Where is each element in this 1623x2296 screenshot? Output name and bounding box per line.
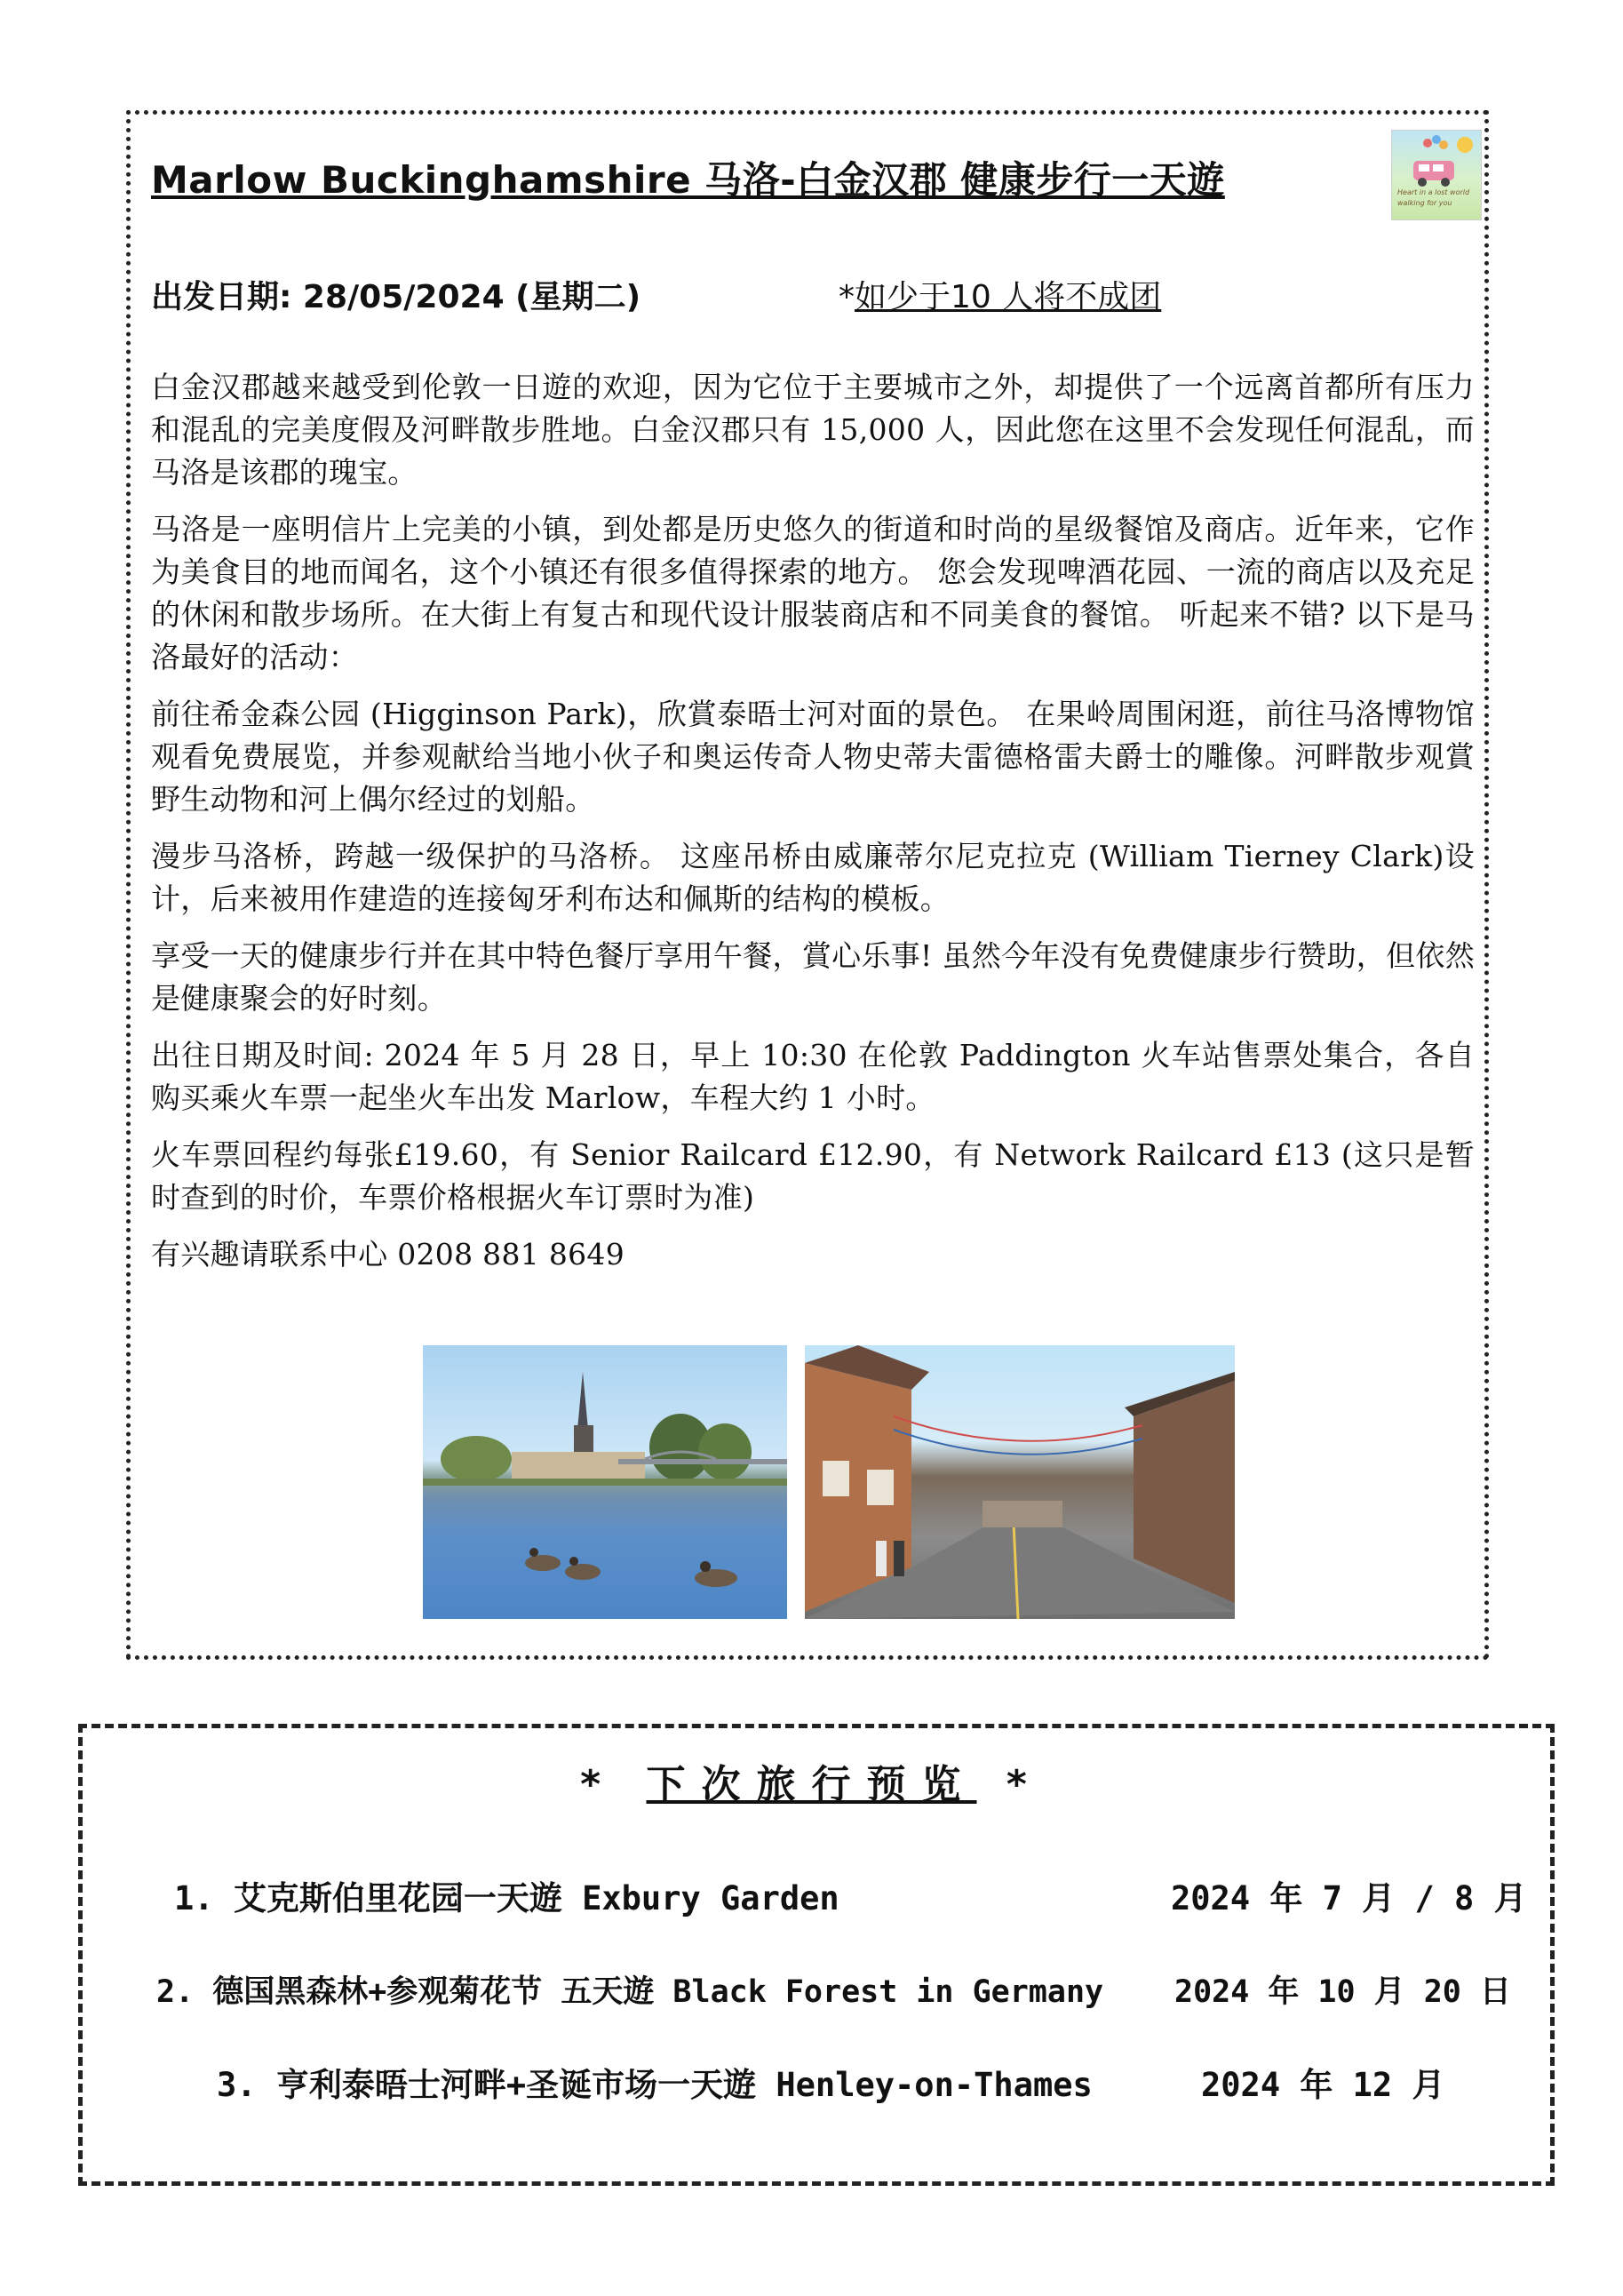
preview-star-right: * (1006, 1762, 1043, 1807)
preview-star-left: * (580, 1762, 617, 1807)
page-title: Marlow Buckinghamshire 马洛-白金汉郡 健康步行一天遊 (151, 158, 1225, 202)
paragraph-intro: 白金汉郡越来越受到伦敦一日遊的欢迎，因为它位于主要城市之外，却提供了一个远离首都所有压力和混乱的完美度假及河畔散步胜地。白金汉郡只有 15,000 人，因此您在这里不会发现任何混乱，而马洛是该郡的瑰宝。 (151, 370, 1475, 490)
trip-1-name: 1. 艾克斯伯里花园一天遊 Exbury Garden (174, 1879, 839, 1917)
walking-logo (1391, 130, 1482, 220)
notice-text: 如少于10 人将不成团 (855, 279, 1162, 315)
marlow-high-street-photo (805, 1345, 1235, 1619)
trip-3-date: 2024 年 12 月 (1201, 2066, 1445, 2104)
trip-3-name: 3. 亨利泰晤士河畔+圣诞市场一天遊 Henley-on-Thames (217, 2066, 1093, 2104)
sun-icon (1392, 131, 1482, 193)
paragraph-meeting: 出往日期及时间: 2024 年 5 月 28 日，早上 10:30 在伦敦 Paddington 火车站售票处集合，各自购买乘火车票一起坐火车出发 Marlow，车程大约 1 小时。 (151, 1038, 1475, 1115)
paragraph-contact: 有兴趣请联系中心 0208 881 8649 (151, 1237, 625, 1272)
preview-heading (0, 1752, 1623, 1809)
paragraph-park: 前往希金森公园 (Higginson Park)，欣賞泰晤士河对面的景色。 在果岭周围闲逛，前往马洛博物馆观看免费展览，并参观献给当地小伙子和奥运传奇人物史蒂夫雷德格雷夫爵士的雕像。河畔散步观賞野生动物和河上偶尔经过的划船。 (151, 697, 1475, 817)
preview-title-text: 下次旅行预览 (646, 1762, 977, 1807)
departure-date: 出发日期: 28/05/2024 (星期二) (151, 279, 641, 315)
paragraph-town: 马洛是一座明信片上完美的小镇，到处都是历史悠久的街道和时尚的星级餐馆及商店。近年来，它作为美食目的地而闻名，这个小镇还有很多值得探索的地方。 您会发现啤酒花园、一流的商店以及充足的休闲和散步场所。在大街上有复古和现代设计服装商店和不同美食的餐馆。 听起来不错? 以下是马洛最好的活动： (151, 512, 1475, 674)
paragraph-lunch: 享受一天的健康步行并在其中特色餐厅享用午餐，賞心乐事! 虽然今年没有免费健康步行赞助，但依然是健康聚会的好时刻。 (151, 938, 1475, 1016)
trip-2-date: 2024 年 10 月 20 日 (1174, 1974, 1511, 2010)
trip-2-name: 2. 德国黑森林+参观菊花节 五天遊 Black Forest in Germany (156, 1974, 1104, 2010)
logo-caption: Heart in a lost world walking for you (1397, 188, 1470, 207)
paragraph-tickets: 火车票回程约每张£19.60，有 Senior Railcard £12.90，有 Network Railcard £13 (这只是暂时查到的时价，车票价格根据火车订票时为准) (151, 1137, 1475, 1215)
marlow-river-photo (423, 1345, 787, 1619)
paragraph-bridge: 漫步马洛桥，跨越一级保护的马洛桥。 这座吊桥由威廉蒂尔尼克拉克 (William Tierney Clark)设计，后来被用作建造的连接匈牙利布达和佩斯的结构的模板。 (151, 839, 1475, 916)
minimum-notice (839, 272, 1161, 317)
notice-star: * (839, 279, 855, 315)
description (151, 366, 1475, 1290)
trip-1-date: 2024 年 7 月 / 8 月 (1171, 1879, 1527, 1917)
